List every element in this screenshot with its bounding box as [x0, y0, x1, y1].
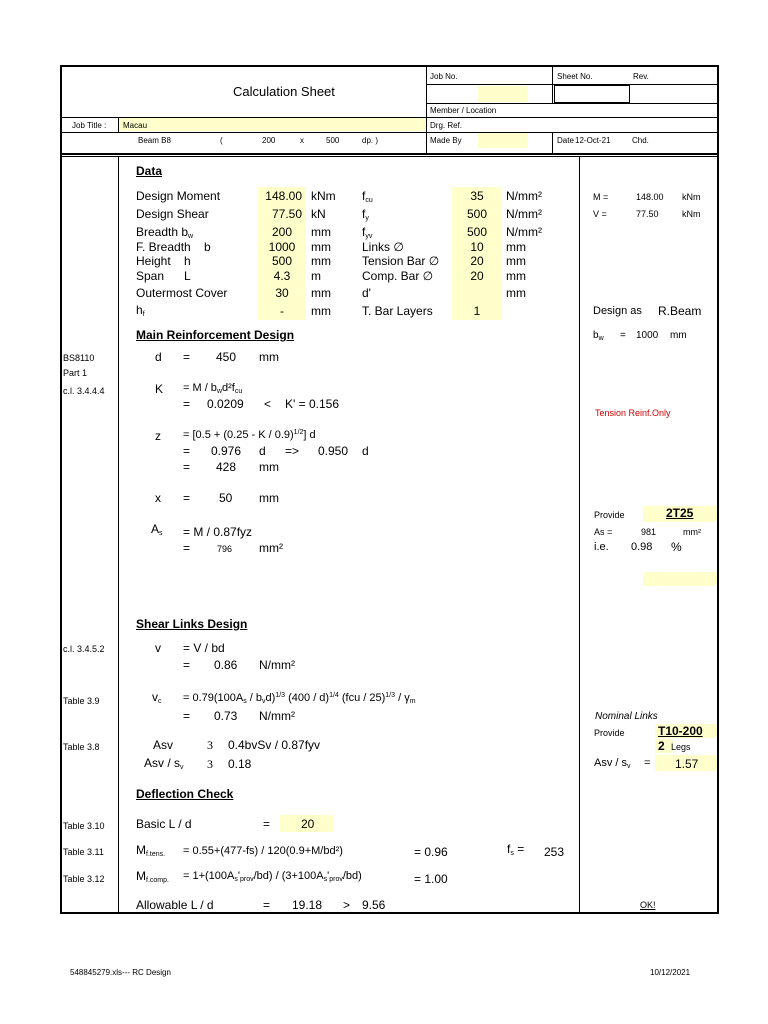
d-value: 450: [216, 350, 237, 364]
design-shear-unit: kN: [311, 207, 326, 221]
span-value[interactable]: 4.3: [273, 269, 291, 283]
vc-formula: = $0.79(100A_s / b_vd)^{1/3}$ (400 / d)$^{1/4}$ $(fcu / 25)^{1/3} / \gamma_m$: [183, 692, 416, 705]
cover-unit: mm: [311, 286, 331, 300]
basic-ld-value[interactable]: 20: [301, 817, 315, 831]
fy-label: $f_y$: [362, 207, 369, 222]
z-label: z: [155, 429, 161, 443]
basic-ld-eq: =: [263, 817, 271, 831]
job-title-field[interactable]: [120, 118, 425, 131]
bw-unit: mm: [670, 330, 687, 341]
bw-value: 1000: [636, 330, 659, 341]
ref-table310: Table 3.10: [63, 821, 105, 831]
data-heading: Data: [136, 164, 163, 178]
x-eq: =: [183, 491, 191, 505]
provide2-label: Provide: [594, 728, 625, 738]
jobtitle-divider: [118, 117, 119, 132]
as-formula: = M / 0.87fyz: [183, 525, 253, 539]
shear-heading: Shear Links Design: [136, 617, 248, 631]
basic-ld-label: Basic L / d: [136, 817, 192, 831]
t-bar-layers-value[interactable]: 1: [473, 304, 481, 318]
z-formula: = [0.5 + (0.25 - K / 0.9)$^{1/2}$] d: [183, 429, 316, 441]
asvs-label: Asv / $s_v$: [144, 756, 184, 771]
summary-m-label: M =: [593, 192, 609, 202]
chd-label: Chd.: [632, 136, 649, 145]
sheet-title: Calculation Sheet: [233, 84, 335, 99]
shear-v-unit: N/mm²: [259, 658, 295, 672]
links-value[interactable]: 10: [470, 240, 484, 254]
ie-value: 0.98: [631, 541, 653, 553]
links-label: Links ∅: [362, 240, 404, 254]
design-moment-unit: kNm: [311, 189, 336, 203]
shear-v-eq: =: [183, 658, 191, 672]
z-eq2: =: [183, 460, 191, 474]
comp-bar-unit: mm: [506, 269, 526, 283]
mfcomp-eq: = 1.00: [414, 872, 448, 886]
k-prime: K' = 0.156: [285, 397, 339, 411]
ref-cl3452: c.l. 3.4.5.2: [63, 644, 105, 654]
fs-value: 253: [544, 845, 565, 859]
sheet-bottom-border: [60, 912, 719, 914]
links-unit: mm: [506, 240, 526, 254]
fyv-unit: N/mm²: [506, 225, 542, 239]
tension-bar-value[interactable]: 20: [470, 254, 484, 268]
ok-status: OK!: [640, 900, 656, 910]
actual-ld-value: 9.56: [362, 898, 386, 912]
asv-formula: 0.4bvSv / 0.87fyv: [228, 738, 321, 752]
fy-unit: N/mm²: [506, 207, 542, 221]
header-bottom-border: [60, 153, 719, 155]
z-arrow: =>: [285, 444, 300, 458]
allowable-ld-label: Allowable L / d: [136, 898, 214, 912]
vc-unit: N/mm²: [259, 709, 295, 723]
beam-open-paren: (: [220, 136, 223, 145]
date-divider: [552, 132, 553, 154]
t-bar-layers-label: T. Bar Layers: [362, 304, 433, 318]
hf-value[interactable]: -: [280, 304, 284, 318]
d-prime-unit: mm: [506, 286, 526, 300]
asvs-value: 0.18: [228, 757, 252, 771]
fcu-label: $f_{cu}$: [362, 189, 373, 204]
sheet-no-field[interactable]: [554, 85, 630, 103]
fy-value[interactable]: 500: [466, 207, 488, 221]
right-col-divider: [579, 156, 580, 913]
height-unit: mm: [311, 254, 331, 268]
design-as-label: Design as: [593, 305, 642, 317]
hf-label: $h_f$: [136, 303, 145, 318]
z-eq1: =: [183, 444, 191, 458]
height-label: Height h: [136, 254, 191, 268]
ref-bs8110: BS8110: [63, 353, 95, 363]
ref-table312: Table 3.12: [63, 874, 105, 884]
job-no-label: Job No.: [430, 72, 458, 81]
member-location-label: Member / Location: [430, 106, 497, 115]
provide-label: Provide: [594, 510, 625, 520]
as-prov-value: 981: [641, 527, 657, 537]
asv-sv-value: 1.57: [675, 757, 699, 771]
design-as-value: R.Beam: [658, 304, 702, 318]
header-row-line-4: [60, 132, 718, 133]
design-moment-label: Design Moment: [136, 189, 221, 203]
sheet-left-border: [60, 65, 62, 913]
job-title-label: Job Title :: [72, 121, 107, 130]
ref-part1: Part 1: [63, 368, 88, 378]
asv-symbol: 3: [207, 738, 213, 752]
d-eq: =: [183, 350, 191, 364]
madeby-left-divider: [426, 132, 427, 154]
header-top-border: [60, 65, 719, 67]
height-value[interactable]: 500: [271, 254, 293, 268]
fs-label: $f_s$ =: [507, 842, 525, 857]
allowable-ld-value: 19.18: [292, 898, 323, 912]
summary-v-label: V =: [593, 209, 607, 219]
asv-sv-eq: =: [644, 757, 651, 769]
cover-value[interactable]: 30: [275, 286, 289, 300]
vc-label: $v_c$: [152, 690, 162, 705]
design-shear-label: Design Shear: [136, 207, 209, 221]
fcu-value[interactable]: 35: [470, 189, 484, 203]
vc-eq: =: [183, 709, 191, 723]
drg-ref-label: Drg. Ref.: [430, 121, 463, 130]
summary-m-unit: kNm: [682, 192, 701, 202]
made-by-label: Made By: [430, 136, 462, 145]
vc-value: 0.73: [214, 709, 238, 723]
f-breadth-value[interactable]: 1000: [268, 240, 296, 254]
beam-x: x: [300, 136, 304, 145]
z-val3: 428: [216, 460, 237, 474]
comp-bar-value[interactable]: 20: [470, 269, 484, 283]
rev-label: Rev.: [633, 72, 649, 81]
as-prov-label: As =: [594, 527, 613, 537]
shear-v-label: v: [155, 641, 161, 655]
sheetno-divider: [552, 65, 553, 103]
z-val1: 0.976: [211, 444, 242, 458]
breadth-label: Breadth $b_w$: [136, 225, 194, 240]
mften-formula: = 0.55+(477-fs) / 120(0.9+M/bd²): [183, 845, 343, 857]
ref-cl3444: c.l. 3.4.4.4: [63, 386, 105, 396]
k-eq: =: [183, 397, 191, 411]
fyv-label: $f_{yv}$: [362, 225, 373, 240]
allowable-ld-eq: =: [263, 898, 271, 912]
beam-depth: 500: [326, 136, 340, 145]
mfcomp-label: $M_{f.comp.}$: [136, 869, 169, 884]
d-unit: mm: [259, 350, 279, 364]
empty-highlight-cell[interactable]: [643, 572, 717, 586]
footer-date: 10/12/2021: [650, 968, 691, 977]
bw-label: $b_w$: [593, 330, 604, 342]
f-breadth-label: F. Breadth b: [136, 240, 211, 254]
bw-eq: =: [620, 330, 626, 341]
date-label: Date: [557, 136, 574, 145]
cover-label: Outermost Cover: [136, 286, 228, 300]
beam-dp: dp. ): [362, 136, 379, 145]
ref-table39: Table 3.9: [63, 696, 100, 706]
design-shear-value[interactable]: 77.50: [271, 207, 302, 221]
ref-table311: Table 3.11: [63, 847, 104, 857]
z-unit: mm: [259, 460, 279, 474]
k-value: 0.0209: [207, 397, 244, 411]
mften-eq: = 0.96: [414, 845, 448, 859]
provide-value[interactable]: 2T25: [666, 506, 694, 520]
fyv-value[interactable]: 500: [466, 225, 488, 239]
hf-unit: mm: [311, 304, 331, 318]
made-by-field[interactable]: [478, 133, 528, 148]
left-col-divider: [118, 156, 119, 913]
tension-bar-unit: mm: [506, 254, 526, 268]
job-title-value: Macau: [123, 121, 148, 130]
tension-bar-label: Tension Bar ∅: [362, 254, 440, 268]
tension-reinf-note: Tension Reinf.Only: [595, 408, 671, 418]
ie-unit: %: [671, 540, 682, 554]
provide2-value[interactable]: T10-200: [658, 724, 703, 738]
mfcomp-formula: = $1+(100A_s'_{prov}/bd) / (3+100A_s'_{prov}/bd)$: [183, 870, 362, 883]
legs-label: Legs: [671, 742, 691, 752]
deflection-heading: Deflection Check: [136, 787, 234, 801]
design-moment-value[interactable]: 148.00: [265, 189, 302, 203]
k-formula: = M / $b_wd^2f_{cu}$: [183, 382, 243, 395]
as-prov-unit: mm²: [683, 527, 701, 537]
ref-table38: Table 3.8: [63, 742, 100, 752]
main-reinf-heading: Main Reinforcement Design: [136, 328, 295, 342]
sheet-right-border: [717, 65, 719, 913]
summary-v-unit: kNm: [682, 209, 701, 219]
summary-v-value: 77.50: [636, 209, 659, 219]
ie-label: i.e.: [594, 541, 609, 553]
mften-label: $M_{f.tens.}$: [136, 843, 166, 858]
summary-m-value: 148.00: [636, 192, 664, 202]
breadth-unit: mm: [311, 225, 331, 239]
comp-bar-label: Comp. Bar ∅: [362, 269, 434, 283]
header-bottom-border-2: [60, 156, 719, 157]
z-d1: d: [259, 444, 266, 458]
span-label: Span L: [136, 269, 191, 283]
as-value: 796: [217, 544, 233, 554]
asv-label: Asv: [153, 738, 174, 752]
k-label: K: [155, 382, 164, 396]
f-breadth-unit: mm: [311, 240, 331, 254]
legs-value[interactable]: 2: [658, 739, 665, 753]
span-unit: m: [311, 269, 321, 283]
k-lt: <: [264, 397, 272, 411]
beam-name: Beam B8: [138, 136, 171, 145]
fcu-unit: N/mm²: [506, 189, 542, 203]
shear-v-value: 0.86: [214, 658, 238, 672]
z-d2: d: [362, 444, 369, 458]
asvs-symbol: 3: [207, 757, 213, 771]
sheet-no-label: Sheet No.: [557, 72, 593, 81]
nominal-links-label: Nominal Links: [595, 711, 658, 722]
x-label: x: [155, 491, 161, 505]
job-no-field[interactable]: [478, 86, 528, 102]
breadth-value[interactable]: 200: [271, 225, 293, 239]
allowable-ld-gt: >: [343, 898, 351, 912]
footer-filename: 548845279.xls--- RC Design: [70, 968, 171, 977]
d-prime-label: d': [362, 286, 371, 300]
x-value: 50: [219, 491, 233, 505]
date-value: 12-Oct-21: [575, 136, 611, 145]
z-val2: 0.950: [318, 444, 349, 458]
header-row-line-2: [426, 103, 718, 104]
asv-sv-label: Asv / $s_v$: [594, 757, 631, 770]
x-unit: mm: [259, 491, 279, 505]
beam-width: 200: [262, 136, 276, 145]
as-unit: mm²: [259, 541, 283, 555]
d-label: d: [155, 350, 162, 364]
as-eq: =: [183, 541, 191, 555]
as-label: $A_s$: [151, 522, 163, 537]
shear-v-formula: = V / bd: [183, 641, 225, 655]
